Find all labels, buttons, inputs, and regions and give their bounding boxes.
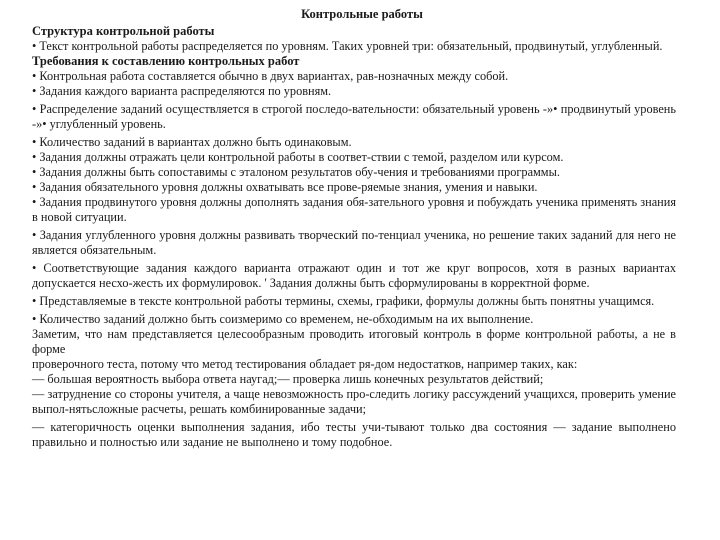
list-item: • Контрольная работа составляется обычно в двух вариантах, рав-нозначных между собой.	[32, 69, 509, 83]
list-item: • Количество заданий в вариантах должно быть одинаковым.	[32, 135, 352, 149]
list-item: • Задания должны отражать цели контрольной работы в соответ-ствии с темой, разделом или курсом.	[32, 150, 564, 164]
closing-paragraph-continued: проверочного теста, потому что метод тестирования обладает ря-дом недостатков, например таких, как:	[32, 357, 578, 371]
list-item: • Распределение заданий осуществляется в строгой последо-вательности: обязательный уровень -»• продвинутый уровень -»• углубленный уровень.	[32, 102, 676, 131]
section-heading-structure: Структура контрольной работы	[32, 24, 215, 38]
dash-item: — затруднение со стороны учителя, а чаще невозможность про-следить логику рассуждений учащихся, проверить умение выпол-нятьсложные расчеты, решать комбинированные задачи;	[32, 387, 676, 416]
list-item: • Задания должны быть сопоставимы с эталоном результатов обу-чения и требованиями программы.	[32, 165, 560, 179]
dash-item: — большая вероятность выбора ответа наугад;— проверка лишь конечных результатов действий;	[32, 372, 544, 386]
list-item: • Количество заданий должно быть соизмеримо со временем, не-обходимым на их выполнение.	[32, 312, 534, 326]
list-item: • Задания каждого варианта распределяются по уровням.	[32, 84, 332, 98]
paragraph-levels: • Текст контрольной работы распределяется по уровням. Таких уровней три: обязательный, продвинутый, углубленный.	[32, 39, 663, 53]
list-item: • Задания обязательного уровня должны охватывать все прове-ряемые знания, умения и навыки.	[32, 180, 538, 194]
list-item: • Задания углубленного уровня должны развивать творческий по-тенциал ученика, но решение таких заданий для него не является обязательным.	[32, 228, 676, 257]
closing-paragraph: Заметим, что нам представляется целесообразным проводить итоговый контроль в форме контрольной работы, а не в форме	[32, 327, 676, 356]
section-heading-requirements: Требования к составлению контрольных работ	[32, 54, 300, 68]
dash-item: — категоричность оценки выполнения задания, ибо тесты учи-тывают только два состояния — задание выполнено правильно и полностью или задание не выполнено и тому подобное.	[32, 420, 676, 449]
document-page	[32, 6, 676, 450]
list-item: • Соответствующие задания каждого варианта отражают один и тот же круг вопросов, хотя в разных вариантах допускается несхо-жесть их формулировок. ' Задания должны быть сформулированы в корректной форме.	[32, 261, 676, 290]
document-title: Контрольные работы	[301, 7, 423, 21]
list-item: • Представляемые в тексте контрольной работы термины, схемы, графики, формулы должны быть понятны учащимся.	[32, 294, 655, 308]
list-item: • Задания продвинутого уровня должны дополнять задания обя-зательного уровня и побуждать ученика применять знания в новой ситуации.	[32, 195, 676, 224]
